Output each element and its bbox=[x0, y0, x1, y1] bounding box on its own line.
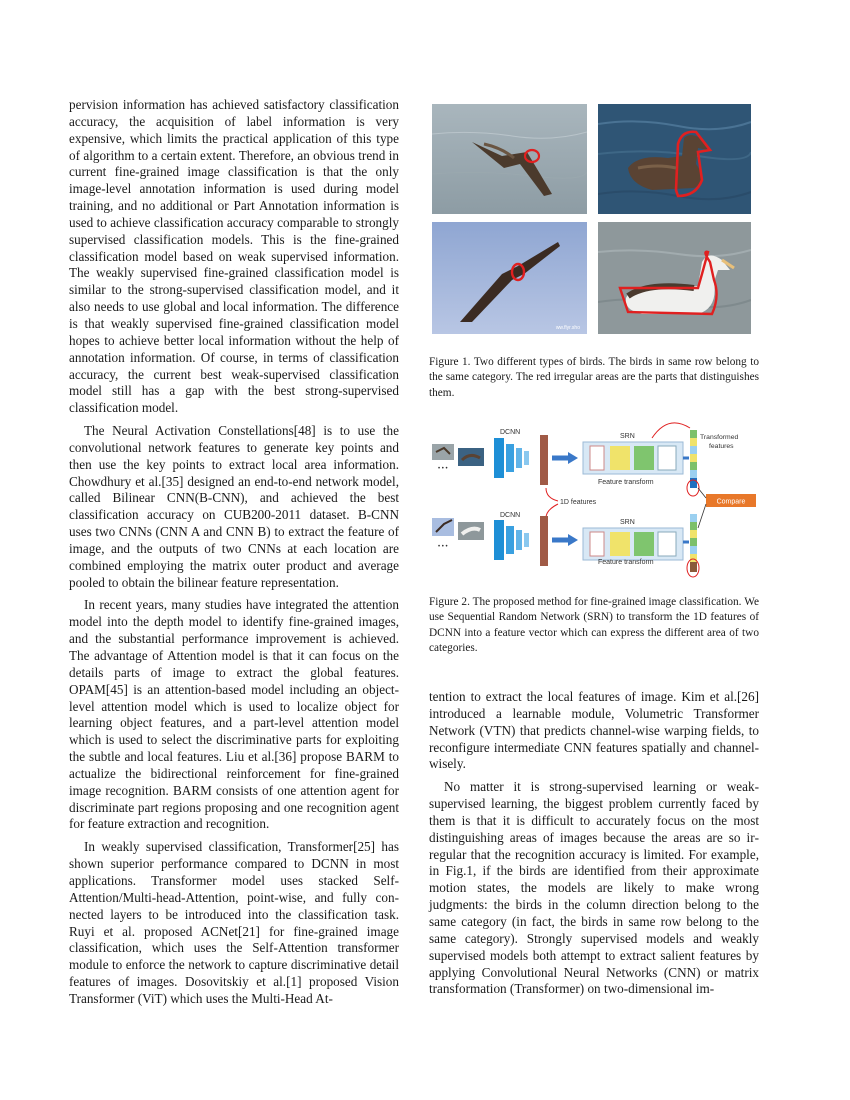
transformed-features-label-line1: Transformed bbox=[700, 434, 739, 441]
photo-watermark: ww.flyr.sho bbox=[555, 325, 580, 331]
compare-label: Compare bbox=[716, 498, 746, 506]
feature-vector-bottom bbox=[540, 516, 548, 566]
input-images-bottom bbox=[432, 518, 484, 550]
srn-block-bottom bbox=[583, 528, 683, 560]
bird-photo-bottom-left bbox=[432, 222, 587, 334]
arrow-head-icon bbox=[568, 534, 578, 546]
transformed-feature-top bbox=[690, 430, 697, 488]
feature-vector-top bbox=[540, 435, 548, 485]
right-column bbox=[429, 689, 759, 998]
dcnn-label-top: DCNN bbox=[500, 429, 521, 436]
figure-2 bbox=[428, 418, 763, 583]
transformed-feature-bottom bbox=[690, 514, 697, 572]
arrow-head-icon bbox=[568, 452, 578, 464]
paragraph: pervision information has achieved satisfactory classification accuracy, the acquisition of label information is very expensive, which limits the practical application of this type of algorithm to a certain extent. Therefore, an obvious trend in current fine-grained image classification is that the only image-level annotation information is used during model training, and no additional or Part Annotation information is used to achieve classification accuracy comparable to strongly supervised classification models. This is the fine-grained classification model based on weak supervised information. The weakly supervised fine-grained classification model is similar to the strong-supervised classification model, and it also needs to use global and local information. The difference is that weakly supervised fine-grained classification model hopes to achieve better local information without the help of annotation information. Of course, in terms of classification accuracy, the current best weak-supervised classification model still has a gap with the best strong-supervised classification model. bbox=[69, 97, 399, 416]
figure-1-caption: Figure 1. Two different types of birds. The birds in same row belong to the same category. The red irregular areas are the parts that distinguishes them. bbox=[429, 356, 759, 399]
bird-photo-top-right bbox=[598, 104, 751, 214]
feature-transform-label-top: Feature transform bbox=[598, 479, 654, 486]
bird-photo-bottom-right bbox=[598, 222, 751, 334]
dcnn-block-top bbox=[494, 438, 529, 478]
svg-text:• • •: • • • bbox=[438, 544, 448, 550]
dcnn-block-bottom bbox=[494, 520, 529, 560]
srn-label-bottom: SRN bbox=[620, 519, 635, 526]
left-column bbox=[69, 97, 399, 1008]
paragraph: tention to extract the local features of image. Kim et al.[26] introduced a learnable module, Volumetric Transformer Network (VTN) that predicts channel-wise warping fields, to reconfigure intermediate CNN features spatially and channel-wisely. bbox=[429, 689, 759, 772]
svg-text:• • •: • • • bbox=[438, 466, 448, 472]
dcnn-label-bottom: DCNN bbox=[500, 512, 521, 519]
bird-photo-top-left bbox=[432, 104, 587, 214]
srn-label-top: SRN bbox=[620, 433, 635, 440]
figure-2-caption: Figure 2. The proposed method for fine-grained image classification. We use Sequential Random Network (SRN) to transform the 1D features of DCNN into a feature vector which can express the different area of two categories. bbox=[429, 596, 759, 654]
paragraph: In weakly supervised classification, Transformer[25] has shown superior performance compared to DCNN in most applications. Transformer model uses stacked Self-Attention/Multi-head-Attention, point-wise, and fully connected layers to be introduced into the classification task. Ruyi et al. proposed ACNet[21] for fine-grained image classification, which uses the Self-Attention transformer module to enforce the network to capture discriminative detail features of images. Dosovitskiy et al.[1] proposed Vision Transformer (ViT) which uses the Multi-Head At- bbox=[69, 839, 399, 1006]
one-d-features-label: 1D features bbox=[560, 499, 597, 506]
paragraph: In recent years, many studies have integrated the attention model into the depth model to identify fine-grained images, and the substantial performance improvement is achieved. The advantage of Attention model is that it can focus on the details parts of image to extract the global features. OPAM[45] is an attention-based model including an object-level attention model which is used to localize object for learning object features, and a part-level attention model which is used to select the discriminative parts for exploiting the subtle and local features. Liu et al.[36] propose BARM to actualize the bidirectional reinforcement for fine-grained image recognition. BARM consists of one attention agent for discriminate part regions proposing and one recognition agent for feature extraction and recognition. bbox=[69, 597, 399, 832]
feature-transform-label-bottom: Feature transform bbox=[598, 559, 654, 566]
paragraph: The Neural Activation Constellations[48] is to use the convolutional network features to generate key points and then use the key points to extract local area information. Chowdhury et al.[35] designed an end-to-end network model, called Bilinear CNN(B-CNN), and achieved the best classification accuracy on CUB200-2011 dataset. B-CNN uses two CNNs (CNN A and CNN B) to extract the feature of image, and the outputs of two CNNs at each location are combined employing the matrix outer product and average pooled to obtain the bilinear feature representation. bbox=[69, 423, 399, 590]
input-images-top bbox=[432, 444, 484, 472]
transformed-features-label-line2: features bbox=[709, 443, 734, 450]
srn-block-top bbox=[583, 442, 683, 474]
paragraph: No matter it is strong-supervised learning or weak-supervised learning, the biggest problem currently faced by them is that it is difficult to accurately focus on the most distinguishing areas of images because the areas are so irregular that the recognition accuracy is limited. For example, in Fig.1, if the birds are identified from their approximate motion states, the models are likely to make wrong judgments: the birds in the column direction belong to the same category (in fact, the birds in same row belong to the same category). Strongly supervised models and weakly supervised models both attempt to extract salient features by applying Convolutional Neural Networks (CNN) or matrix transformation (Transformer) on two-dimensional im- bbox=[429, 779, 759, 997]
